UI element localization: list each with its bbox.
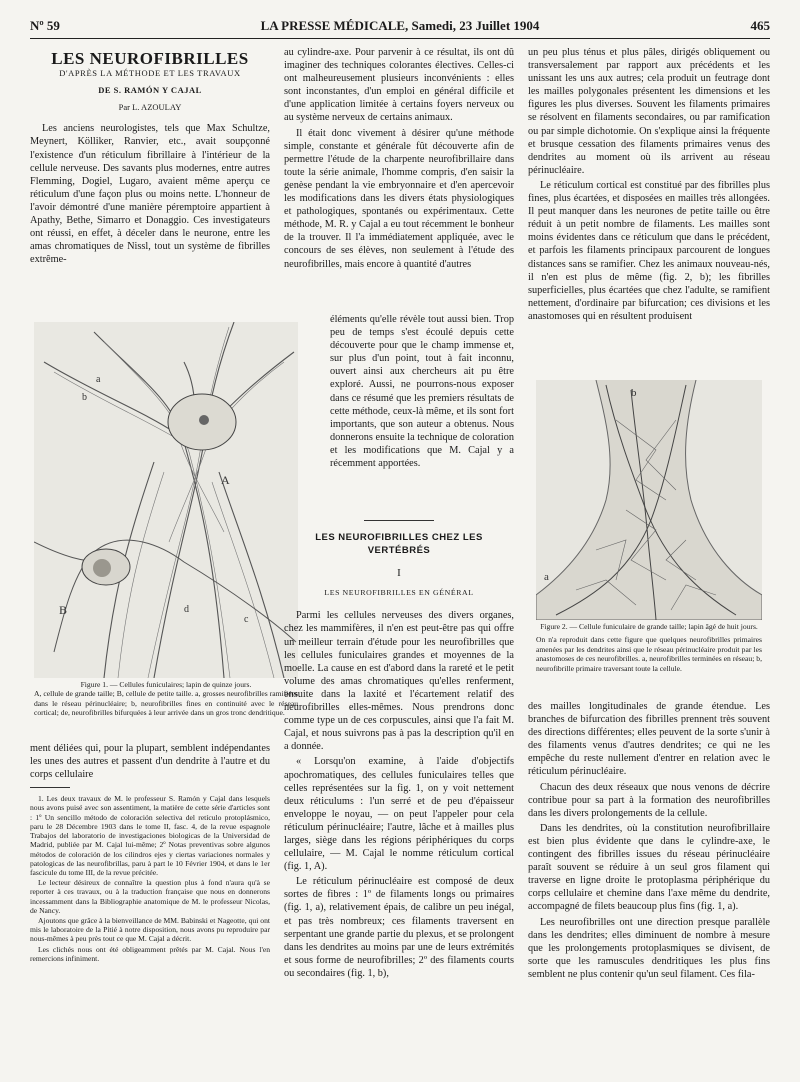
paragraph: Dans les dendrites, où la constitution neurofibrillaire est bien plus évidente que dans le cylindre-axe, le contingent des fibrilles issues du réseau périnucléaire paraît souvent se réduire à un seul gros filament qui traverse en ligne droite le protoplasma périphérique du corps cellulaire et chemine dans l'axe même du dendrite, accompagné de filets beaucoup plus fins (fig. 1, a). [528,822,770,913]
figure-1-legend: A, cellule de grande taille; B, cellule de petite taille. a, grosses neurofibrilles ramifiées dans le réseau périnucléaire; b, neurofibrilles fines en continuité avec le réseau cortical; de, neurofibrilles bifurquées à leur arrivée dans un gros tronc dendritique. [34,689,298,718]
footnotes [30,794,270,963]
paragraph: Les anciens neurologistes, tels que Max Schultze, Meynert, Kölliker, Ranvier, etc., avait soupçonné l'existence d'un réticulum fibrillaire à l'intérieur de la cellule nerveuse. Des savants plus modernes, entre autres Flemming, Dogiel, Lugaro, avaient même aperçu ce réticulum d'une façon plus ou moins nette. L'honneur de l'avoir démontré d'une manière péremptoire appartient à Apathy, Bethe, Simarro et Donaggio. Ces investigateurs ont réussi, en effet, à déceler dans le neurone, entre les amas chromatiques de Nissl, tout un système de fibrilles extrême- [30,123,270,266]
paragraph: ment déliées qui, pour la plupart, semblent indépendantes les unes des autres et passent d'un dendrite à l'autre et du corps cellulaire [30,743,270,781]
paragraph: Les neurofibrilles ont une direction presque parallèle dans les dendrites; elles diminuent de nombre à mesure que les prolongements protoplasmiques se divisent, de sorte que les ramuscules dendritiques les plus fins semblent ne plus contenir qu'un seul filament. Ces fila- [528,916,770,980]
paragraph: au cylindre-axe. Pour parvenir à ce résultat, ils ont dû imaginer des techniques colorantes électives. Celles-ci ont malheureusement plusieurs inconvénients : elles sont inconstantes, d'un emploi en général difficile et d'une application limitée à certains foyers nerveux ou au système nerveux de certains animaux. [284,47,514,124]
figure-1-label: a [96,374,101,385]
paragraph: Le réticulum périnucléaire est composé de deux sortes de fibres : 1º de filaments longs ou primaires (fig. 1, a), relativement épais, de calibre un peu inégal, et pas très nombreux; ces filaments traversent en serpentant une grande partie du plexus, et se prolongent dans les dendrites au moins par une de leurs extrémités et sous forme de neurofibrilles; 2º des filaments courts ou secondaires (fig. 1, b), [284,876,514,979]
section-number: I [397,567,401,580]
column-2-section [284,510,514,982]
column-1 [30,46,270,268]
paragraph: Le réticulum cortical est constitué par des fibrilles plus fines, plus écartées, et disposées en mailles très allongées. Il peut manquer dans les neurones de petite taille ou être réduit à un petit nombre de filaments. Les mailles sont moins évidentes dans ce réticulum que dans le précédent, et parfois les filaments principaux parcourent de longues distances sans se ramifier. Chez les animaux nouveau-nés, il n'en est plus de même (fig. 2, b); les fibrilles superficielles, plus écartées que chez l'adulte, se ramifient nettement, d'ordinaire par bifurcation; ces divisions et les anastomoses qui en résultent produisent [528,179,770,322]
header-rule [30,38,770,39]
figure-1-caption-block [34,680,298,718]
article-author-line: DE S. RAMÓN Y CAJAL [98,85,202,96]
figure-1-label: B [59,603,68,617]
figure-2-caption-block [536,622,762,673]
figure-2-label: a [544,571,549,583]
article-title: LES NEUROFIBRILLES [51,49,249,68]
running-header [30,18,770,36]
paragraph: des mailles longitudinales de grande étendue. Les branches de bifurcation des fibrilles prennent très souvent des directions différentes; elles peuvent de la sorte s'unir à des filaments venus d'autres dendrites; ce qui ne les empêche du reste nullement d'entrer en relation avec le réticulum périnucléaire. [528,701,770,778]
figure-1 [34,322,298,678]
column-2-indented [330,313,514,472]
figure-1-label: b [82,392,87,403]
column-2 [284,46,514,273]
footnote: Ajoutons que grâce à la bienveillance de MM. Babinski et Nageotte, qui ont mis le laboratoire de la Pitié à notre disposition, nous avons pu reproduire par nous-mêmes à peu près tout ce que M. Cajal a décrit. [30,915,270,944]
footnote: Les clichés nous ont été obligeamment prêtés par M. Cajal. Nous l'en remercions infiniment. [30,944,270,963]
paragraph: éléments qu'elle révèle tout aussi bien. Trop peu de temps s'est écoulé depuis cette découverte pour que le champ immense et, sur plus d'un point, tout à fait inconnu, ouvert ainsi aux chercheurs ait pu être exploré. Aussi, ne pourrons-nous exposer dans ce résumé que les premiers résultats de cette méthode, ceux-là même, et ils sont fort importants, que son auteur a obtenus. Nous donnerons ensuite la technique de coloration et les modifications que M. Cajal y a récemment apportées. [330,314,514,470]
figure-1-caption: Figure 1. — Cellules funiculaires; lapin de quinze jours. [80,680,252,689]
issue-number: Nº 59 [30,18,60,33]
figure-1-drawing [34,322,298,678]
section-title: LES NEUROFIBRILLES CHEZ LES [315,532,483,543]
paragraph: « Lorsqu'on examine, à l'aide d'objectifs apochromatiques, des cellules funiculaires telles que celles représentées sur la fig. 1, on y voit nettement deux réticulums : l'un serré et de peu d'épaisseur enveloppe le noyau, — on peut l'appeler pour cela réticulum périnucléaire; l'autre, lâche et à mailles plus larges, siège dans les régions périphériques du corps cellulaire, — M. Cajal le nomme réticulum cortical (fig. 1, A). [284,756,514,873]
column-1-continued [30,742,270,964]
section-title: VERTÉBRÉS [367,545,431,557]
figure-2 [536,380,762,620]
figure-2-legend: On n'a reproduit dans cette figure que quelques neurofibrilles primaires amenées par les dendrites ainsi que le réseau périnucléaire produit par les anastomoses de ces neurofibrilles. a, neurofibrilles terminées en réseau; b, neurofibrille primaire traversant toute la cellule. [536,635,762,673]
paragraph: un peu plus ténus et plus pâles, dirigés obliquement ou transversalement par rapport aux précédents et les unissant les uns aux autres; cela produit un feutrage dont les mailles polygonales présentent les dimensions et les figures les plus diverses. Souvent les filaments primaires se résolvent en filaments secondaires, ou par ramification ou par simple dichotomie. On s'explique ainsi la fréquente et brusque cessation des filaments primaires venus des dendrites au moment où ils arrivent au réseau périnucléaire. [528,47,770,176]
article-by-line: Par L. AZOULAY [118,102,182,113]
figure-1-label: d [184,604,189,615]
figure-1-label: A [221,473,230,487]
journal-title: LA PRESSE MÉDICALE, Samedi, 23 Juillet 1904 [260,18,540,33]
column-3-continued [528,700,770,983]
subsection-title: LES NEUROFIBRILLES EN GÉNÉRAL [324,588,474,598]
paragraph: Parmi les cellules nerveuses des divers organes, chez les mammifères, il n'en est peut-être pas qui offre un meilleur terrain d'étude pour les neurofibrilles que les cellules funiculaires grandes et moyennes de la moelle. La cause en est d'abord dans la rareté et le petit volume des amas chromatiques qu'elles renferment, ensuite dans la laxité et l'écartement relatif des neurofibrilles elles-mêmes. Nous prendrons donc comme type un de ces corpuscules, ainsi que l'a fait M. Cajal, et nous suivrons pas à pas la description qu'il en a donnée. [284,610,514,753]
figure-2-caption: Figure 2. — Cellule funiculaire de grande taille; lapin âgé de huit jours. [540,622,758,631]
figure-2-label: b [631,387,637,399]
column-3 [528,46,770,325]
footnote-rule [30,787,70,788]
article-subtitle: D'APRÈS LA MÉTHODE ET LES TRAVAUX [59,68,241,79]
footnote: 1. Les deux travaux de M. le professeur S. Ramón y Cajal dans lesquels nous avons puisé avec son assentiment, la matière de cette série d'articles sont : 1º Un sencillo método de coloración selectiva del retículo protoplásmico, paru le 28 Décembre 1903 dans le tome II, fasc. 4, de la revue espagnole Trabajos del laboratorio de investigaciones biologicas de la Universidad de Madrid, publiée par M. Cajal lui-même; 2º Notas preventivas sobre algunos métodos de coloración de los cilindros ejes y ciertas variaciones normales y patologicas de las neurofibrillas, paru à part le 10 Février 1904, et dans le 1er fascicule du tome III, de la revue précitée. [30,794,270,877]
paragraph: Il était donc vivement à désirer qu'une méthode simple, constante et générale fût découverte afin de permettre l'étude de la charpente neurofibrillaire dans toute la série animale, l'homme compris, d'en saisir la genèse pendant la vie embryonnaire et d'en apercevoir les modifications dans les divers états physiologiques et pathologiques, spontanés ou expérimentaux. Cette méthode, M. R. y Cajal a eu tout récemment le bonheur de la trouver. Il l'a immédiatement appliquée, avec le concours de ses élèves, non seulement à l'étude des neurofibrilles, mais encore à quantité d'autres [284,127,514,270]
page-number: 465 [750,18,770,33]
section-rule [364,520,434,521]
footnote: Le lecteur désireux de connaître la question plus à fond n'aura qu'à se reporter à ces travaux, ou à la traduction française que nous en donnerons incessamment dans la Bibliographie anatomique de M. le professeur Nicolas, de Nancy. [30,878,270,915]
paragraph: Chacun des deux réseaux que nous venons de décrire contribue pour sa part à la formation des neurofibrilles dans les divers prolongements de la cellule. [528,781,770,819]
figure-2-drawing [536,380,762,620]
figure-1-label: c [244,614,249,625]
